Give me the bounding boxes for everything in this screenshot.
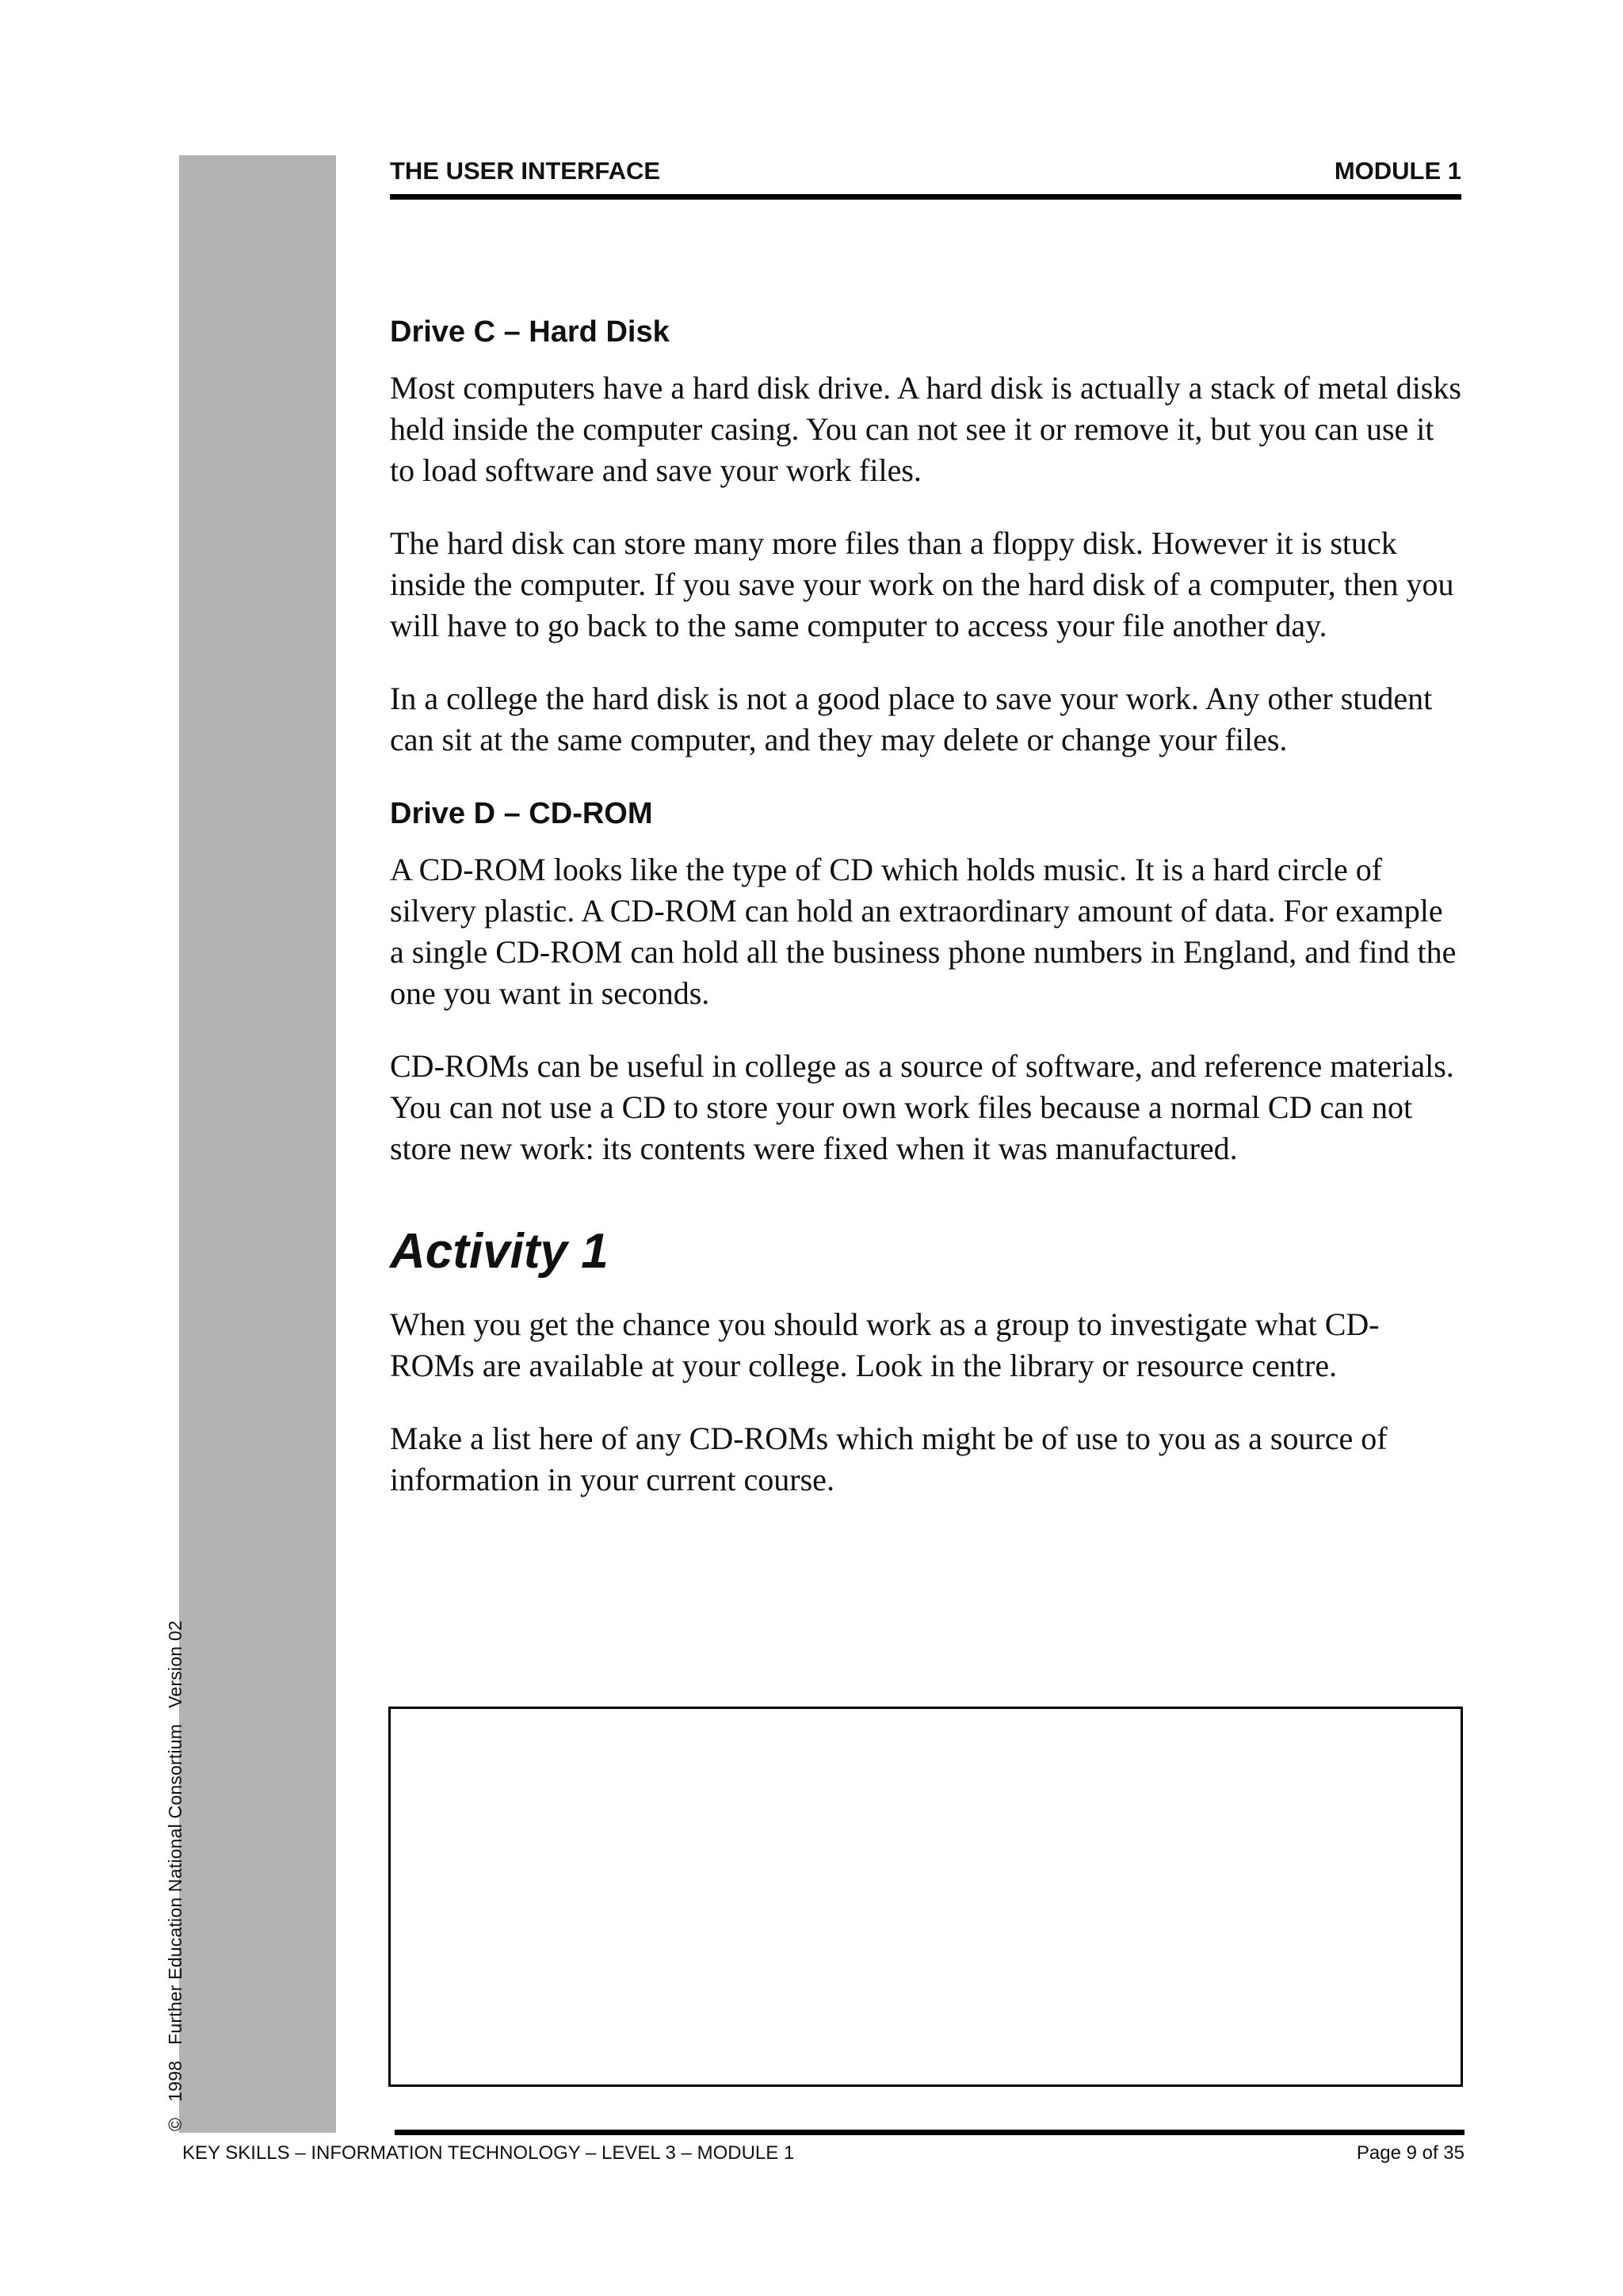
header-module: MODULE 1 <box>1334 157 1461 185</box>
paragraph: The hard disk can store many more files than a floppy disk. However it is stuck inside the computer. If you save your work on the hard disk of a computer, then you will have to go back to the same computer to access your file another day. <box>390 525 1454 643</box>
main-content <box>390 311 1461 1532</box>
header-rule <box>390 194 1461 200</box>
side-copyright <box>165 1604 186 2131</box>
section-heading-cd-rom: Drive D – CD-ROM <box>390 797 653 830</box>
section-heading-hard-disk: Drive C – Hard Disk <box>390 315 670 349</box>
paragraph: CD-ROMs can be useful in college as a source of software, and reference materials. You can not use a CD to store your own work files because a normal CD can not store new work: its contents were fixed when it was manufactured. <box>390 1048 1454 1166</box>
copyright-year: 1998 <box>165 2060 185 2102</box>
page-header <box>390 157 1461 196</box>
paragraph: Make a list here of any CD-ROMs which might be of use to you as a source of information in your current course. <box>390 1421 1388 1497</box>
copyright-org: Further Education National Consortium <box>165 1723 185 2045</box>
copyright-symbol: © <box>165 2117 185 2131</box>
paragraph: A CD-ROM looks like the type of CD which holds music. It is a hard circle of silvery plastic. A CD-ROM can hold an extraordinary amount of data. For example a single CD-ROM can hold all the business phone numbers in England, and find the one you want in seconds. <box>390 852 1457 1011</box>
header-title: THE USER INTERFACE <box>390 157 661 185</box>
answer-box[interactable] <box>388 1707 1463 2087</box>
footer-page-number: Page 9 of 35 <box>1356 2142 1465 2164</box>
copyright-version: Version 02 <box>165 1620 185 1708</box>
paragraph: In a college the hard disk is not a good place to save your work. Any other student can sit at the same computer, and they may delete or change your files. <box>390 681 1433 757</box>
paragraph: When you get the chance you should work as a group to investigate what CD-ROMs are available at your college. Look in the library or resource centre. <box>390 1306 1380 1383</box>
footer-course: KEY SKILLS – INFORMATION TECHNOLOGY – LEVEL 3 – MODULE 1 <box>182 2142 795 2164</box>
margin-gray-bar <box>179 155 336 2133</box>
footer-rule <box>395 2130 1465 2135</box>
activity-title: Activity 1 <box>390 1224 609 1279</box>
paragraph: Most computers have a hard disk drive. A hard disk is actually a stack of metal disks held inside the computer casing. You can not see it or remove it, but you can use it to load software and save your work files. <box>390 370 1461 488</box>
